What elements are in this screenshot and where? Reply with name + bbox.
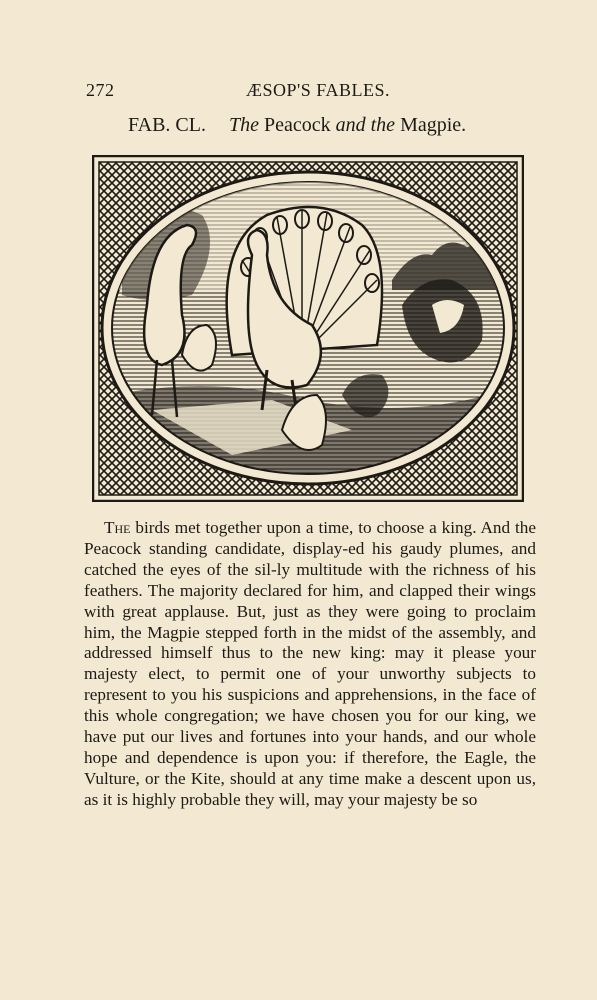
title-word-the: The xyxy=(228,114,259,136)
woodcut-illustration xyxy=(92,155,524,502)
fable-number: FAB. CL. xyxy=(128,114,206,136)
drop-word: The xyxy=(104,518,131,537)
page-header xyxy=(86,80,536,104)
fable-title xyxy=(128,114,548,137)
page-number: 272 xyxy=(86,80,115,100)
paragraph-text: birds met together upon a time, to choose a king. And the Peacock standing candidate, display-ed his gaudy plumes, and catched the eyes of the sil-ly multitude with the richness of his feathers. The majority declared for him, and clapped their wings with great applause. But, just as they were going to proclaim him, the Magpie stepped forth in the midst of the assembly, and addressed himself thus to the new king: may it please your majesty elect, to permit one of your unworthy subjects to represent to you his suspicions and apprehensions, in the face of this whole congregation; we have chosen you for our king, we have put our lives and fortunes into your hands, and our whole hope and dependence is upon you: if therefore, the Eagle, the Vulture, or the Kite, should at any time make a descent upon us, as it is highly probable they will, may your majesty be so xyxy=(84,518,536,809)
title-word-and: and xyxy=(335,114,366,136)
fable-text xyxy=(84,518,536,811)
title-word-magpie: Magpie. xyxy=(400,114,467,136)
title-word-peacock: Peacock xyxy=(263,114,331,136)
title-word-the-2: the xyxy=(370,114,396,136)
running-title: ÆSOP'S FABLES. xyxy=(246,80,390,100)
fable-paragraph xyxy=(84,518,536,811)
